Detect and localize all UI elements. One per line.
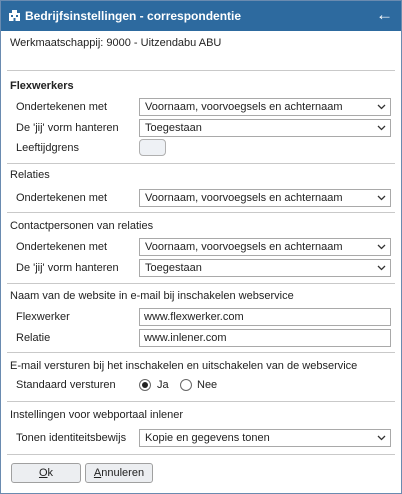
website-flexwerker-value: www.flexwerker.com bbox=[144, 311, 244, 323]
flex-jij-value: Toegestaan bbox=[145, 122, 202, 134]
ok-label-rest: k bbox=[47, 467, 54, 479]
rel-sign-select[interactable] bbox=[139, 189, 391, 207]
flex-jij-label: De 'jij' vorm hanteren bbox=[16, 122, 119, 134]
divider bbox=[7, 212, 395, 213]
chevron-down-icon bbox=[377, 104, 386, 110]
cp-jij-label: De 'jij' vorm hanteren bbox=[16, 262, 119, 274]
arrow-left-icon[interactable]: ← bbox=[376, 5, 393, 24]
cp-jij-select[interactable] bbox=[139, 259, 391, 277]
website-rel-label: Relatie bbox=[16, 332, 51, 344]
tonen-label: Tonen identiteitsbewijs bbox=[16, 432, 127, 444]
flex-age-label: Leeftijdgrens bbox=[16, 142, 79, 154]
flex-jij-select[interactable] bbox=[139, 119, 391, 137]
cp-jij-value: Toegestaan bbox=[145, 262, 202, 274]
section-webportaal-heading: Instellingen voor webportaal inlener bbox=[10, 409, 184, 421]
divider bbox=[7, 352, 395, 353]
divider bbox=[7, 454, 395, 455]
cancel-mnemonic: A bbox=[93, 467, 102, 479]
title-bar bbox=[1, 1, 401, 31]
divider bbox=[7, 283, 395, 284]
email-std-label: Standaard versturen bbox=[16, 379, 116, 391]
ok-mnemonic: O bbox=[38, 467, 48, 479]
cp-sign-select[interactable] bbox=[139, 238, 391, 256]
section-website-heading: Naam van de website in e-mail bij inschakelen webservice bbox=[10, 290, 294, 302]
website-relatie-value: www.inlener.com bbox=[144, 332, 227, 344]
radio-ja-label: Ja bbox=[157, 379, 169, 391]
flex-sign-label: Ondertekenen met bbox=[16, 101, 108, 113]
window-title: Bedrijfsinstellingen - correspondentie bbox=[25, 9, 242, 23]
divider bbox=[7, 163, 395, 164]
section-email-heading: E-mail versturen bij het inschakelen en uitschakelen van de webservice bbox=[10, 360, 358, 372]
building-icon bbox=[8, 9, 21, 22]
radio-selected-dot bbox=[142, 382, 148, 388]
website-relatie-input[interactable] bbox=[139, 329, 391, 347]
website-flexwerker-input[interactable] bbox=[139, 308, 391, 326]
rel-sign-label: Ondertekenen met bbox=[16, 192, 108, 204]
cp-sign-label: Ondertekenen met bbox=[16, 241, 108, 253]
section-flexwerkers-heading: Flexwerkers bbox=[10, 80, 74, 92]
flex-sign-value: Voornaam, voorvoegsels en achternaam bbox=[145, 101, 343, 113]
age-limit-toggle[interactable] bbox=[139, 139, 166, 156]
radio-nee-label: Nee bbox=[197, 379, 218, 391]
company-line: Werkmaatschappij: 9000 - Uitzendabu ABU bbox=[10, 37, 222, 49]
chevron-down-icon bbox=[377, 244, 386, 250]
ok-button[interactable] bbox=[11, 463, 81, 483]
divider bbox=[7, 70, 395, 71]
divider bbox=[7, 401, 395, 402]
cancel-label-rest: nnuleren bbox=[101, 467, 145, 479]
chevron-down-icon bbox=[377, 125, 386, 131]
radio-nee[interactable] bbox=[180, 379, 192, 391]
chevron-down-icon bbox=[377, 435, 386, 441]
chevron-down-icon bbox=[377, 265, 386, 271]
rel-sign-value: Voornaam, voorvoegsels en achternaam bbox=[145, 192, 343, 204]
flex-sign-select[interactable] bbox=[139, 98, 391, 116]
section-relaties-heading: Relaties bbox=[10, 169, 50, 181]
website-flex-label: Flexwerker bbox=[16, 311, 70, 323]
tonen-select[interactable] bbox=[139, 429, 391, 447]
chevron-down-icon bbox=[377, 195, 386, 201]
tonen-value: Kopie en gegevens tonen bbox=[145, 432, 270, 444]
cp-sign-value: Voornaam, voorvoegsels en achternaam bbox=[145, 241, 343, 253]
radio-ja[interactable] bbox=[139, 379, 151, 391]
cancel-button[interactable] bbox=[85, 463, 153, 483]
section-contactpersonen-heading: Contactpersonen van relaties bbox=[10, 220, 154, 232]
